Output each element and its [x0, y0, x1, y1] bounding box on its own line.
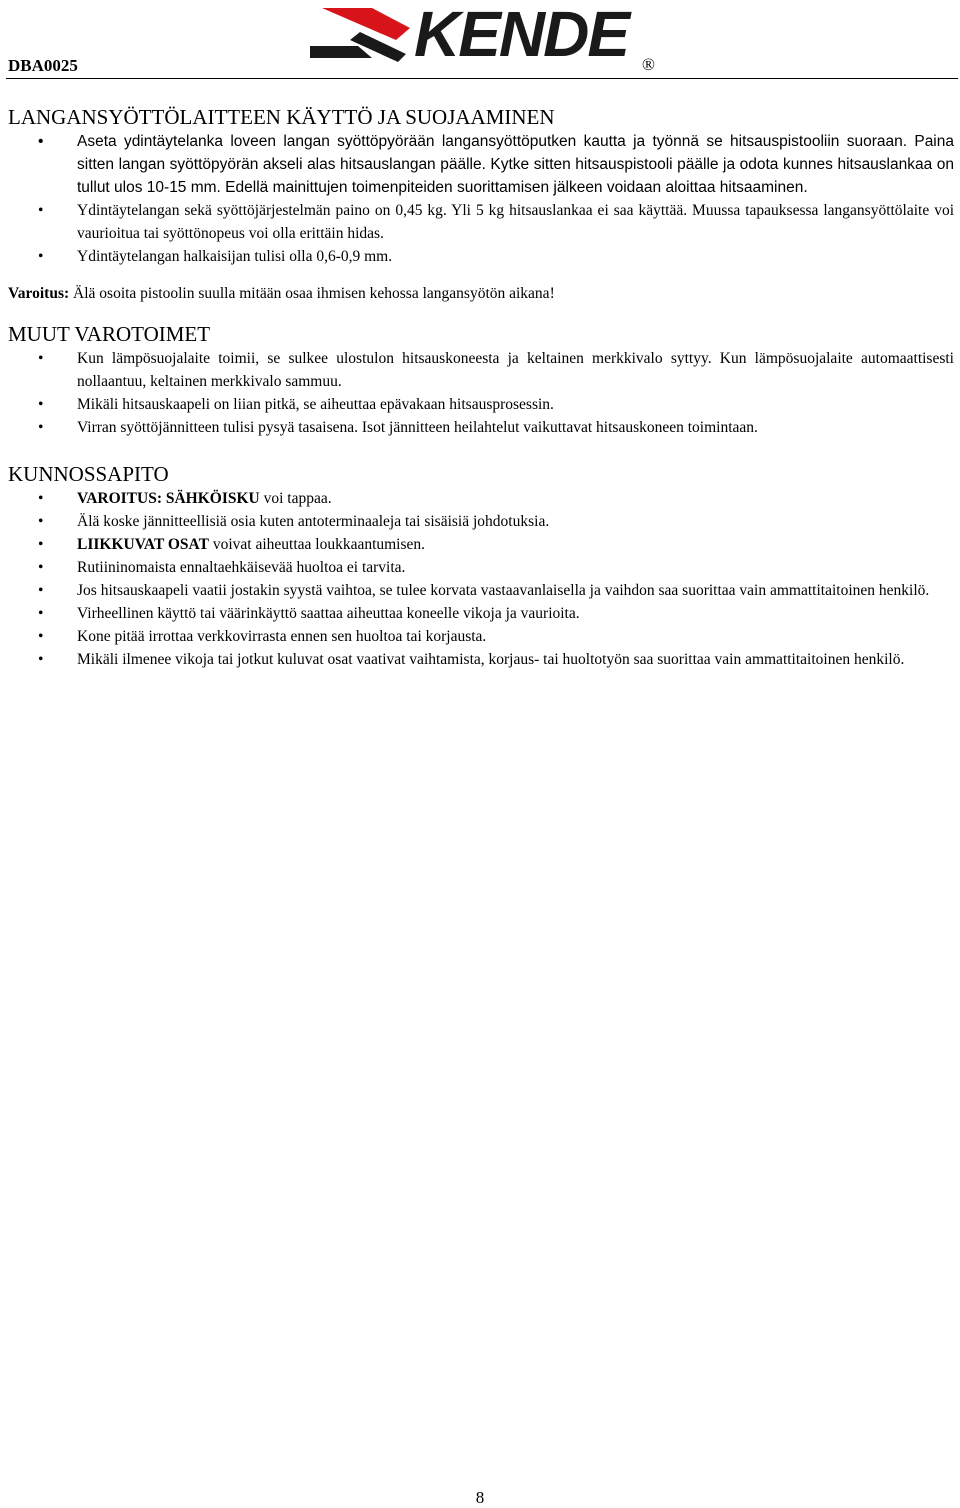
- precautions-list: [8, 347, 954, 439]
- warning-note: [8, 282, 954, 305]
- kende-logo: [310, 2, 635, 64]
- list-item: • Kun lämpösuojalaite toimii, se sulkee ulostulon hitsauskoneesta ja keltainen merkkivalo syttyy. Kun lämpösuojalaite automaattisesti nollaantuu, keltainen merkkivalo sammuu.: [38, 350, 954, 390]
- page-number: 8: [475, 1488, 485, 1507]
- list-item: • Ydintäytelangan sekä syöttöjärjestelmän paino on 0,45 kg. Yli 5 kg hitsauslankaa ei saa käyttää. Muussa tapauksessa langansyöttölaite voi vaurioitua tai syöttönopeus voi olla erittäin hidas.: [38, 202, 954, 242]
- section-title-maintenance: KUNNOSSAPITO: [8, 462, 169, 486]
- logo-wordmark: KENDE: [414, 2, 629, 64]
- section-title-wire-feeder: LANGANSYÖTTÖLAITTEEN KÄYTTÖ JA SUOJAAMINEN: [8, 105, 555, 129]
- warning-text: Älä osoita pistoolin suulla mitään osaa ihmisen kehossa langansyötön aikana!: [69, 285, 555, 302]
- registered-mark: ®: [642, 55, 655, 74]
- list-item: • Jos hitsauskaapeli vaatii jostakin syystä vaihtoa, se tulee korvata vastaavanlaisella ja vaihdon saa suorittaa vain ammattitaitoinen henkilö.: [38, 582, 930, 599]
- list-item: • VAROITUS: SÄHKÖISKU voi tappaa.: [38, 490, 332, 507]
- list-item: • Ydintäytelangan halkaisijan tulisi olla 0,6-0,9 mm.: [38, 248, 393, 265]
- list-item: • Mikäli ilmenee vikoja tai jotkut kuluvat osat vaativat vaihtamista, korjaus- tai huoltotyön saa suorittaa vain ammattitaitoinen henkilö.: [38, 651, 905, 668]
- list-item: • Rutiininomaista ennaltaehkäisevää huoltoa ei tarvita.: [38, 559, 406, 576]
- list-item: • Mikäli hitsauskaapeli on liian pitkä, se aiheuttaa epävakaan hitsausprosessin.: [38, 396, 554, 413]
- list-item: • Virheellinen käyttö tai väärinkäyttö saattaa aiheuttaa koneelle vikoja ja vaurioita.: [38, 605, 580, 622]
- document-code: DBA0025: [8, 56, 78, 75]
- list-item: • LIIKKUVAT OSAT voivat aiheuttaa loukkaantumisen.: [38, 536, 426, 553]
- list-item: • Aseta ydintäytelanka loveen langan syöttöpyörään langansyöttöputken kautta ja työnnä se hitsauspistooliin suoraan. Paina sitten langan syöttöpyörän akseli alas hitsauslangan päälle. Kytke sitten hitsauspistooli päälle ja odota kunnes hitsauslankaa on tullut ulos 10-15 mm. Edellä mainittujen toimenpiteiden suorittamisen jälkeen voidaan aloittaa hitsaaminen.: [38, 133, 954, 196]
- page-header: [0, 0, 960, 82]
- document-body: [8, 100, 954, 671]
- wire-feeder-list: [8, 130, 954, 199]
- list-item: • Virran syöttöjännitteen tulisi pysyä tasaisena. Isot jännitteen heilahtelut vaikuttavat hitsauskoneen toimintaan.: [38, 419, 758, 436]
- list-item: • Kone pitää irrottaa verkkovirrasta ennen sen huoltoa tai korjausta.: [38, 628, 487, 645]
- list-item: • Älä koske jännitteellisiä osia kuten antoterminaaleja tai sisäisiä johdotuksia.: [38, 513, 550, 530]
- section-title-other-precautions: MUUT VAROTOIMET: [8, 322, 211, 346]
- header-divider: [6, 78, 958, 79]
- warning-label: Varoitus:: [8, 285, 70, 302]
- wire-feeder-list-2: [8, 199, 954, 268]
- maintenance-list: [8, 487, 954, 671]
